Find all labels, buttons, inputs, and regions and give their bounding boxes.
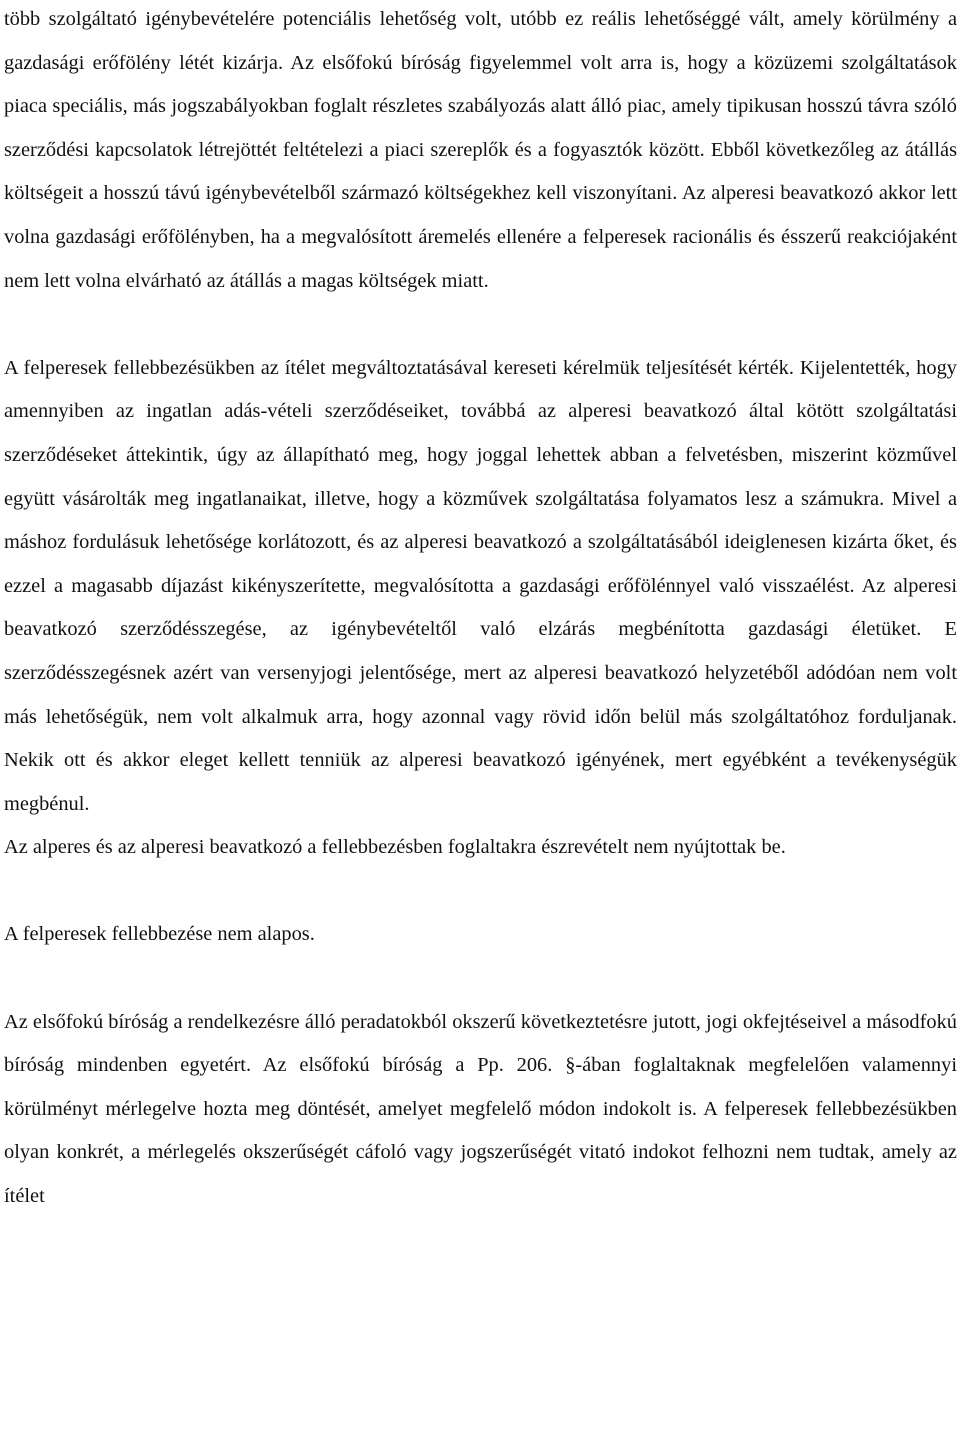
paragraph-spacer [4, 870, 957, 914]
paragraph-appeal-unfounded: A felperesek fellebbezése nem alapos. [4, 923, 315, 946]
paragraph-spacer [4, 303, 957, 347]
paragraph-spacer [4, 957, 957, 1001]
paragraph-respondent-no-comment: Az alperes és az alperesi beavatkozó a fellebbezésben foglaltakra észrevételt nem nyújtottak be. [4, 836, 786, 859]
paragraph-market-analysis: több szolgáltató igénybevételére potenciális lehetőség volt, utóbb ez reális lehetőséggé vált, amely körülmény a gazdasági erőfölény létét kizárja. Az elsőfokú bíróság figyelemmel volt arra is, hogy a közüzemi szolgáltatások piaca speciális, más jogszabályokban foglalt részletes szabályozás alatt álló piac, amely tipikusan hosszú távra szóló szerződési kapcsolatok létrejöttét feltételezi a piaci szereplők és a fogyasztók között. Ebből következőleg az átállás költségeit a hosszú távú igénybevételből származó költségekhez kell viszonyítani. Az alperesi beavatkozó akkor lett volna gazdasági erőfölényben, ha a megvalósított áremelés ellenére a felperesek racionális és ésszerű reakciójaként nem lett volna elvárható az átállás a magas költségek miatt. [4, 8, 957, 292]
paragraph-appeal-claims: A felperesek fellebbezésükben az ítélet megváltoztatásával kereseti kérelmük teljesítését kérték. Kijelentették, hogy amennyiben az ingatlan adás-vételi szerződéseiket, továbbá az alperesi beavatkozó által kötött szolgáltatási szerződéseket áttekintik, úgy az állapítható meg, hogy joggal lehettek abban a felvetésben, miszerint közművel együtt vásárolták meg ingatlanaikat, illetve, hogy a közművek szolgáltatása folyamatos lesz a számukra. Mivel a máshoz fordulásuk lehetősége korlátozott, és az alperesi beavatkozó a szolgáltatásából ideiglenesen kizárta őket, és ezzel a magasabb díjazást kikényszerítette, megvalósította a gazdasági erőfölénnyel való visszaélést. Az alperesi beavatkozó szerződésszegése, az igénybevételtől való elzárás megbénította gazdasági életüket. E szerződésszegésnek azért van versenyjogi jelentősége, mert az alperesi beavatkozó helyzetéből adódóan nem volt más lehetőségük, nem volt alkalmuk arra, hogy azonnal vagy rövid időn belül más szolgáltatóhoz forduljanak. Nekik ott és akkor eleget kellett tenniük az alperesi beavatkozó igényének, mert egyébként a tevékenységük megbénul. [4, 356, 957, 815]
document-page [4, 0, 957, 1219]
paragraph-court-reasoning: Az elsőfokú bíróság a rendelkezésre álló peradatokból okszerű következtetésre jutott, jogi okfejtéseivel a másodfokú bíróság mindenben egyetért. Az elsőfokú bíróság a Pp. 206. §-ában foglaltaknak megfelelően valamennyi körülményt mérlegelve hozta meg döntését, amelyet megfelelő módon indokolt is. A felperesek fellebbezésükben olyan konkrét, a mérlegelés okszerűségét cáfoló vagy jogszerűségét vitató indokot felhozni nem tudtak, amely az ítélet [4, 1010, 957, 1208]
